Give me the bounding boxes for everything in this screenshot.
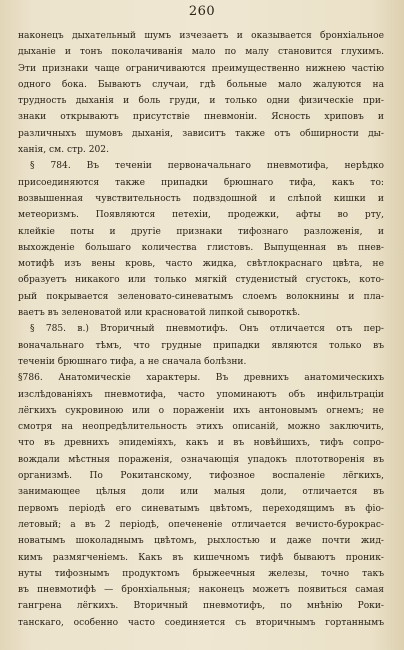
- page-number: 260: [188, 4, 216, 19]
- text-line: выхожденіе большаго количества глистовъ. Выпущенная въ пнев-: [18, 242, 384, 253]
- text-line: танскаго, особенно часто соединяется съ вторичнымъ гортаннымъ: [18, 617, 384, 628]
- text-line: §786. Анатомическіе характеры. Въ древнихъ анатомическихъ: [18, 373, 384, 384]
- text-line: вождали мѣстныя пораженія, означающія упадокъ плототворенія въ: [18, 454, 384, 465]
- text-line: смотря на неопредѣлительность этихъ описаній, можно заключить,: [18, 422, 384, 433]
- text-line: дыханіе и тонъ поколачиванія мало по малу становится глухимъ.: [18, 47, 384, 58]
- text-line: гангрена лёгкихъ. Вторичный пневмотифъ, по мнѣнію Роки-: [18, 601, 384, 612]
- text-line: что въ древнихъ эпидеміяхъ, какъ и въ новѣйшихъ, тифъ сопро-: [18, 438, 384, 449]
- text-line: § 785. в.) Вторичный пневмотифъ. Онъ отличается отъ пер-: [30, 324, 384, 335]
- text-line: Эти признаки чаще ограничиваются преимущественно нижнею частію: [18, 63, 384, 74]
- text-line: занимающее цѣлыя доли или малыя доли, отличается въ: [18, 487, 384, 498]
- body-text: [18, 28, 384, 631]
- text-line: кимъ размягченіемъ. Какъ въ кишечномъ тифѣ бываютъ проник-: [18, 552, 384, 563]
- text-line: рый покрывается зеленовато-синеватымъ слоемъ волокнины и пла-: [18, 291, 384, 302]
- text-line: одного бока. Бываютъ случаи, гдѣ больные мало жалуются на: [18, 79, 384, 90]
- text-line: возвышенная чувствительность подвздошной и слѣпой кишки и: [18, 193, 384, 204]
- text-line: ханія, см. стр. 202.: [18, 145, 109, 156]
- text-line: новатымъ шоколаднымъ цвѣтомъ, рыхлостью и даже почти жид-: [18, 536, 384, 547]
- text-line: ваетъ въ зеленоватой или красноватой липкой сывороткѣ.: [18, 308, 301, 319]
- text-line: трудность дыханія и боль груди, и только одни физическіе при-: [18, 96, 384, 107]
- text-line: изслѣдованіяхъ пневмотифа, часто упоминаютъ объ инфильтраціи: [18, 389, 384, 400]
- text-line: лёгкихъ сукровиною или о пораженіи ихъ антоновымъ огнемъ; не: [18, 405, 384, 416]
- text-line: знаки открываютъ присутствіе пневмоніи. Ясность хриповъ и: [18, 112, 384, 123]
- text-line: присоединяются также припадки брюшнаго тифа, какъ то:: [18, 177, 384, 188]
- text-line: воначальнаго тѣмъ, что грудные припадки являются только въ: [18, 340, 384, 351]
- text-line: метеоризмъ. Появляются петехіи, продежки, афты во рту,: [18, 210, 384, 221]
- text-line: летовый; а въ 2 періодѣ, опечененіе отличается вечисто-бурокрас-: [18, 519, 384, 530]
- text-line: организмѣ. По Рокитанскому, тифозное воспаленіе лёгкихъ,: [18, 471, 384, 482]
- text-line: въ пневмотифѣ — бронхіальныя; наконецъ можетъ появиться самая: [18, 585, 384, 596]
- text-line: § 784. Въ теченіи первоначальнаго пневмотифа, нерѣдко: [30, 161, 384, 172]
- text-line: нуты тифознымъ продуктомъ брыжеечныя железы, точно такъ: [18, 568, 384, 579]
- text-line: образуетъ никакого или только мягкій студенистый сгустокъ, кото-: [18, 275, 384, 286]
- text-line: наконецъ дыхательный шумъ изчезаетъ и оказывается бронхіальное: [18, 31, 384, 41]
- text-line: клейкіе поты и другіе признаки тифознаго разложенія, и: [18, 226, 384, 237]
- text-line: различныхъ шумовъ дыханія, зависитъ также отъ обширности ды-: [18, 128, 384, 139]
- text-line: мотифѣ изъ вены кровь, часто жидка, свѣтлокраснаго цвѣта, не: [18, 259, 384, 270]
- text-line: первомъ періодѣ его синеватымъ цвѣтомъ, переходящимъ въ фіо-: [18, 503, 384, 514]
- text-line: теченіи брюшнаго тифа, а не сначала болѣзни.: [18, 356, 247, 367]
